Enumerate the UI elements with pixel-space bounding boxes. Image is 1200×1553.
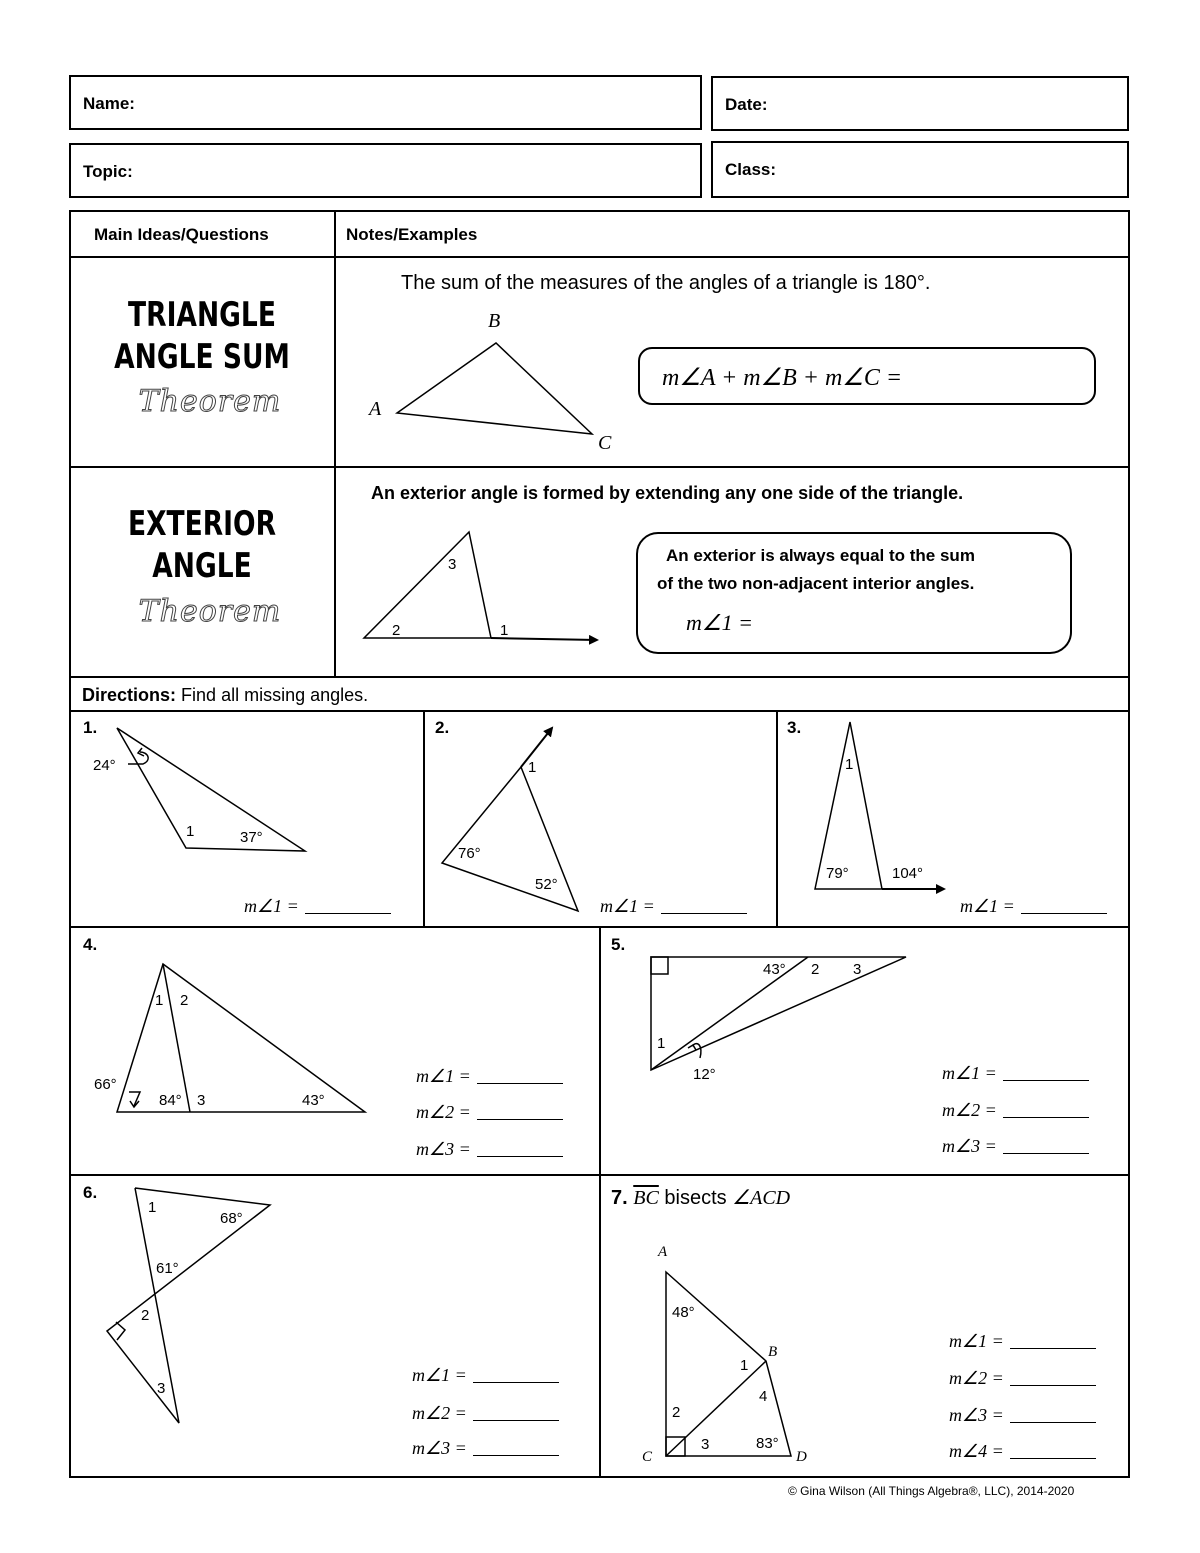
exterior-angle-label-1: 1	[500, 622, 509, 639]
exterior-rule-line2: of the two non-adjacent interior angles.	[657, 574, 975, 593]
problem-1-number: 1.	[83, 718, 98, 737]
exterior-angle-title-line1: EXTERIOR	[127, 504, 277, 544]
problem-7-angle-2: 2	[672, 1404, 681, 1421]
problem-2-number: 2.	[435, 718, 450, 737]
problem-5-answer-3[interactable]: m∠3 =	[942, 1136, 1089, 1157]
problem-3-angle-1: 1	[845, 756, 854, 773]
column-header-main-ideas: Main Ideas/Questions	[94, 225, 269, 244]
problem-7-segment-bc: $\overline{BC}$	[633, 1187, 659, 1209]
problem-4-angle-1: 1	[155, 992, 164, 1009]
problem-5-answer-2[interactable]: m∠2 =	[942, 1100, 1089, 1121]
problem-7-bisects: bisects	[664, 1187, 727, 1209]
exterior-angle-title-line2: ANGLE	[152, 546, 252, 586]
problem-7-vertex-b: B	[768, 1344, 778, 1360]
problem-5-angle-1: 1	[657, 1035, 666, 1052]
problem-5-angle-43: 43°	[763, 961, 786, 978]
problem-5-answer-1[interactable]: m∠1 =	[942, 1063, 1089, 1084]
problem-4-angle-43: 43°	[302, 1092, 325, 1109]
vertex-a-label: A	[369, 398, 382, 420]
problem-4-answer-1[interactable]: m∠1 =	[416, 1066, 563, 1087]
problem-1-angle-37: 37°	[240, 829, 263, 846]
name-label: Name:	[83, 94, 135, 113]
angle-sum-formula: m∠A + m∠B + m∠C =	[662, 365, 903, 391]
problem-2-angle-76: 76°	[458, 845, 481, 862]
problem-1-answer-1[interactable]: m∠1 =	[244, 896, 391, 917]
problem-2-angle-1: 1	[528, 759, 537, 776]
problem-6-answer-3[interactable]: m∠3 =	[412, 1438, 559, 1459]
problem-5-number: 5.	[611, 935, 626, 954]
problem-5-angle-12: 12°	[693, 1066, 716, 1083]
problem-2-answer-1[interactable]: m∠1 =	[600, 896, 747, 917]
problem-6-angle-1: 1	[148, 1199, 157, 1216]
problem-6-number: 6.	[83, 1183, 98, 1202]
vertex-c-label: C	[598, 432, 612, 454]
problem-6-answer-1[interactable]: m∠1 =	[412, 1365, 559, 1386]
exterior-angle-label-2: 2	[392, 622, 401, 639]
class-label: Class:	[725, 160, 777, 179]
exterior-angle-formula: m∠1 =	[686, 610, 753, 635]
date-label: Date:	[725, 95, 768, 114]
exterior-rule-line1: An exterior is always equal to the sum	[666, 546, 975, 565]
directions-label: Directions:	[82, 685, 177, 705]
problem-7-vertex-c: C	[642, 1449, 653, 1465]
problem-3-angle-104: 104°	[892, 865, 924, 882]
copyright-footer: © Gina Wilson (All Things Algebra®, LLC), 2014-2020	[788, 1484, 1075, 1498]
triangle-angle-sum-title-line1: TRIANGLE	[128, 295, 276, 335]
problem-7-vertex-a: A	[658, 1244, 668, 1260]
angle-sum-statement: The sum of the measures of the angles of a triangle is 180°.	[401, 272, 931, 294]
problem-4-angle-84: 84°	[159, 1092, 182, 1109]
column-header-notes: Notes/Examples	[346, 225, 478, 244]
triangle-angle-sum-title-line2: ANGLE SUM	[114, 337, 290, 377]
problem-7-vertex-d: D	[796, 1449, 807, 1465]
problem-6-angle-61: 61°	[156, 1260, 179, 1277]
problem-6-angle-3: 3	[157, 1380, 166, 1397]
problem-7-answer-4[interactable]: m∠4 =	[949, 1441, 1096, 1462]
problem-6-angle-2: 2	[141, 1307, 150, 1324]
exterior-angle-statement: An exterior angle is formed by extending any one side of the triangle.	[371, 483, 964, 503]
problem-7-angle-acd: ∠ACD	[732, 1187, 791, 1209]
directions-text: Find all missing angles.	[181, 685, 369, 705]
problem-7-angle-1: 1	[740, 1357, 749, 1374]
topic-label: Topic:	[83, 162, 133, 181]
problem-7-number: 7.	[611, 1187, 628, 1209]
problem-3-angle-79: 79°	[826, 865, 849, 882]
problem-4-angle-3: 3	[197, 1092, 206, 1109]
problem-3-answer-1[interactable]: m∠1 =	[960, 896, 1107, 917]
problem-1-angle-24: 24°	[93, 757, 116, 774]
theorem-script-2: Theorem	[138, 594, 282, 629]
problem-5-angle-2: 2	[811, 961, 820, 978]
problem-7-answer-1[interactable]: m∠1 =	[949, 1331, 1096, 1352]
problem-7-angle-48: 48°	[672, 1304, 695, 1321]
problem-7-angle-4: 4	[759, 1388, 768, 1405]
problem-6-answer-2[interactable]: m∠2 =	[412, 1403, 559, 1424]
problem-7-answer-2[interactable]: m∠2 =	[949, 1368, 1096, 1389]
problem-4-angle-2: 2	[180, 992, 189, 1009]
problem-3-number: 3.	[787, 718, 802, 737]
problem-1-angle-1: 1	[186, 823, 195, 840]
problem-6-angle-68: 68°	[220, 1210, 243, 1227]
problem-2-angle-52: 52°	[535, 876, 558, 893]
exterior-angle-label-3: 3	[448, 556, 457, 573]
problem-4-number: 4.	[83, 935, 98, 954]
problem-7-angle-3: 3	[701, 1436, 710, 1453]
problem-4-answer-2[interactable]: m∠2 =	[416, 1102, 563, 1123]
problem-4-answer-3[interactable]: m∠3 =	[416, 1139, 563, 1160]
vertex-b-label: B	[488, 310, 501, 332]
problem-5-angle-3: 3	[853, 961, 862, 978]
problem-4-angle-66: 66°	[94, 1076, 117, 1093]
problem-7-angle-83: 83°	[756, 1435, 779, 1452]
theorem-script-1: Theorem	[138, 384, 282, 419]
problem-7-answer-3[interactable]: m∠3 =	[949, 1405, 1096, 1426]
